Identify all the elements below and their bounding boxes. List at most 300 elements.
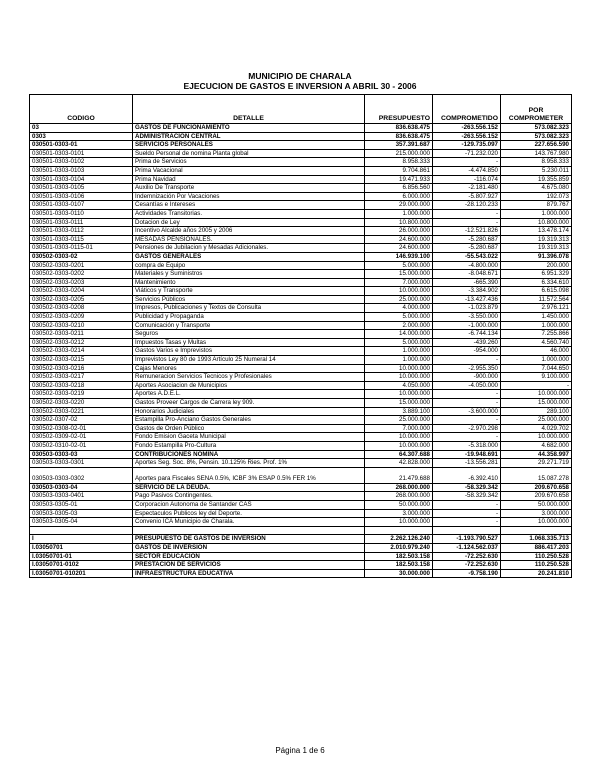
cell-detalle: Actividades Transitorias. bbox=[133, 209, 365, 218]
cell-por-comprometer: 5.230.011 bbox=[501, 166, 572, 175]
cell-comprometido: -55.543.022 bbox=[433, 252, 501, 261]
cell-codigo: 030502-0303-0211 bbox=[30, 330, 133, 339]
table-row bbox=[30, 218, 572, 227]
table-row bbox=[30, 364, 572, 373]
cell-detalle: INFRAESTRUCTURA EDUCATIVA bbox=[133, 569, 365, 578]
cell-detalle: SERVICIOS PERSONALES bbox=[133, 141, 365, 150]
cell-comprometido: -12.521.826 bbox=[433, 227, 501, 236]
cell-comprometido: -4.474.850 bbox=[433, 166, 501, 175]
cell-por-comprometer: 209.670.658 bbox=[501, 483, 572, 492]
cell-presupuesto: 9.704.861 bbox=[365, 166, 433, 175]
cell-comprometido: -13.556.281 bbox=[433, 459, 501, 468]
cell-detalle: Espectaculos Publicos ley del Deporte. bbox=[133, 509, 365, 518]
cell-detalle: Indemnización Por Vacaciones bbox=[133, 192, 365, 201]
cell-por-comprometer: 9.100.000 bbox=[501, 373, 572, 382]
table-row bbox=[30, 175, 572, 184]
table-row bbox=[30, 338, 572, 347]
cell-codigo: 030501-0303-0102 bbox=[30, 158, 133, 167]
cell-por-comprometer: - bbox=[501, 381, 572, 390]
cell-presupuesto: 10.000.000 bbox=[365, 364, 433, 373]
cell-por-comprometer: 1.450.000 bbox=[501, 313, 572, 322]
cell-comprometido: -8.048.671 bbox=[433, 270, 501, 279]
cell-comprometido: -129.735.097 bbox=[433, 141, 501, 150]
cell-detalle: Aportes Asociacion de Municipios bbox=[133, 381, 365, 390]
cell-detalle: Pensiones de Jubilacion y Mesadas Adicionales. bbox=[133, 244, 365, 253]
cell-presupuesto: 30.000.000 bbox=[365, 569, 433, 578]
cell-detalle: compra de Equipo bbox=[133, 261, 365, 270]
table-row bbox=[30, 416, 572, 425]
table-row bbox=[30, 278, 572, 287]
cell-detalle: Incentivo Alcalde años 2005 y 2006 bbox=[133, 227, 365, 236]
cell-codigo: 030502-0303-0218 bbox=[30, 381, 133, 390]
cell-presupuesto: 4.000.000 bbox=[365, 304, 433, 313]
cell-codigo: 030502-0303-0209 bbox=[30, 313, 133, 322]
cell-codigo: 030502-0303-0214 bbox=[30, 347, 133, 356]
cell-presupuesto: 6.000.000 bbox=[365, 192, 433, 201]
report-title: MUNICIPIO DE CHARALA bbox=[248, 71, 352, 81]
cell-comprometido: -2.955.350 bbox=[433, 364, 501, 373]
cell-por-comprometer: 1.068.335.713 bbox=[501, 535, 572, 544]
cell-detalle: Publicidad y Propaganda bbox=[133, 313, 365, 322]
cell-comprometido: -439.260 bbox=[433, 338, 501, 347]
table-row bbox=[30, 450, 572, 459]
table-row bbox=[30, 373, 572, 382]
cell-detalle: Servicios Públicos bbox=[133, 295, 365, 304]
cell-detalle: Aportes A.D.E.L. bbox=[133, 390, 365, 399]
cell-codigo: 030503-0303-0302 bbox=[30, 467, 133, 483]
cell-presupuesto: 1.000.000 bbox=[365, 356, 433, 365]
cell-por-comprometer: 886.417.203 bbox=[501, 543, 572, 552]
cell-detalle: Impresos, Publicaciones y Textos de Consulta bbox=[133, 304, 365, 313]
cell-detalle: Auxilio De Transporte bbox=[133, 184, 365, 193]
cell-detalle: Pago Pasivos Contingentes. bbox=[133, 492, 365, 501]
cell-detalle: Cajas Menores bbox=[133, 364, 365, 373]
cell-comprometido: -5.280.687 bbox=[433, 235, 501, 244]
cell-comprometido: -71.232.020 bbox=[433, 149, 501, 158]
cell-comprometido: -28.120.233 bbox=[433, 201, 501, 210]
cell-detalle: CONTRIBUCIONES NOMINA bbox=[133, 450, 365, 459]
cell-comprometido: -58.329.342 bbox=[433, 492, 501, 501]
cell-detalle: Gastos Proveer Cargos de Carrera ley 909. bbox=[133, 399, 365, 408]
cell-presupuesto: 7.000.000 bbox=[365, 424, 433, 433]
cell-comprometido: -1.000.000 bbox=[433, 321, 501, 330]
cell-detalle: Estampilla Pro-Anciano Gastos Generales bbox=[133, 416, 365, 425]
cell-codigo: 0303 bbox=[30, 132, 133, 141]
table-row bbox=[30, 381, 572, 390]
table-row bbox=[30, 561, 572, 570]
cell-codigo: 030502-0303-0221 bbox=[30, 407, 133, 416]
cell-presupuesto: 6.856.560 bbox=[365, 184, 433, 193]
table-row bbox=[30, 261, 572, 270]
cell-detalle: Mantenimiento bbox=[133, 278, 365, 287]
cell-por-comprometer: 15.000.000 bbox=[501, 399, 572, 408]
cell-detalle: SERVICIO DE LA DEUDA. bbox=[133, 483, 365, 492]
cell-por-comprometer: 110.250.528 bbox=[501, 552, 572, 561]
cell-comprometido: -19.948.691 bbox=[433, 450, 501, 459]
cell-por-comprometer: 91.396.078 bbox=[501, 252, 572, 261]
cell-por-comprometer: 10.000.000 bbox=[501, 518, 572, 527]
cell-presupuesto: 24.600.000 bbox=[365, 244, 433, 253]
cell-por-comprometer: 1.000.000 bbox=[501, 321, 572, 330]
cell-codigo: I.03050701-010201 bbox=[30, 569, 133, 578]
cell-presupuesto: 25.000.000 bbox=[365, 295, 433, 304]
header-por-comprometer: POR COMPROMETER bbox=[501, 95, 572, 124]
cell-codigo: I.03050701-0102 bbox=[30, 561, 133, 570]
cell-presupuesto: 2.000.000 bbox=[365, 321, 433, 330]
cell-codigo: 030503-0303-0301 bbox=[30, 459, 133, 468]
table-row bbox=[30, 467, 572, 483]
cell-por-comprometer: 4.682.000 bbox=[501, 441, 572, 450]
cell-comprometido: - bbox=[433, 518, 501, 527]
cell-presupuesto: 14.000.000 bbox=[365, 330, 433, 339]
cell-presupuesto: 2.262.126.240 bbox=[365, 535, 433, 544]
cell-por-comprometer: 4.560.740 bbox=[501, 338, 572, 347]
cell-detalle: Corporacion Autonoma de Santander CAS bbox=[133, 500, 365, 509]
cell-presupuesto: 146.939.100 bbox=[365, 252, 433, 261]
cell-presupuesto: 42.828.000 bbox=[365, 459, 433, 468]
cell-detalle: Impuestos Tasas y Multas bbox=[133, 338, 365, 347]
cell-comprometido: - bbox=[433, 416, 501, 425]
cell-codigo: 030503-0305-04 bbox=[30, 518, 133, 527]
table-row bbox=[30, 356, 572, 365]
report-subtitle: EJECUCION DE GASTOS E INVERSION A ABRIL 30 - 2006 bbox=[183, 81, 417, 91]
cell-por-comprometer: 573.082.323 bbox=[501, 124, 572, 133]
table-row bbox=[30, 270, 572, 279]
cell-codigo: 030501-0303-0101 bbox=[30, 149, 133, 158]
cell-comprometido: -5.318.000 bbox=[433, 441, 501, 450]
table-row bbox=[30, 192, 572, 201]
cell-comprometido: - bbox=[433, 158, 501, 167]
table-row bbox=[30, 526, 572, 535]
cell-codigo: 030501-0303-0105 bbox=[30, 184, 133, 193]
cell-presupuesto: 25.000.000 bbox=[365, 416, 433, 425]
table-row bbox=[30, 330, 572, 339]
cell-por-comprometer: 200.000 bbox=[501, 261, 572, 270]
cell-por-comprometer: 573.082.323 bbox=[501, 132, 572, 141]
table-row bbox=[30, 201, 572, 210]
cell-codigo: 030503-0303-0401 bbox=[30, 492, 133, 501]
cell-codigo: 030502-0303-0205 bbox=[30, 295, 133, 304]
cell-codigo: I bbox=[30, 535, 133, 544]
cell-comprometido: -72.252.630 bbox=[433, 561, 501, 570]
cell-detalle: Prima Vacacional bbox=[133, 166, 365, 175]
header-presupuesto: PRESUPUESTO bbox=[365, 95, 433, 124]
cell-codigo: 030502-0303-0204 bbox=[30, 287, 133, 296]
cell-codigo: 030502-0303-0208 bbox=[30, 304, 133, 313]
cell-presupuesto: 10.800.000 bbox=[365, 218, 433, 227]
cell-presupuesto: 24.600.000 bbox=[365, 235, 433, 244]
table-row bbox=[30, 459, 572, 468]
table-row bbox=[30, 244, 572, 253]
table-row bbox=[30, 441, 572, 450]
table-row bbox=[30, 390, 572, 399]
cell-codigo: 030502-0303-0219 bbox=[30, 390, 133, 399]
cell-presupuesto: 2.010.979.240 bbox=[365, 543, 433, 552]
table-row bbox=[30, 399, 572, 408]
cell-detalle: Honorarios Judiciales bbox=[133, 407, 365, 416]
cell-por-comprometer: 13.478.174 bbox=[501, 227, 572, 236]
cell-codigo: 030501-0303-0111 bbox=[30, 218, 133, 227]
cell-presupuesto: 836.638.475 bbox=[365, 124, 433, 133]
cell-codigo: 030501-0303-01 bbox=[30, 141, 133, 150]
cell-por-comprometer: 15.087.278 bbox=[501, 467, 572, 483]
cell-por-comprometer: 10.000.000 bbox=[501, 390, 572, 399]
cell-comprometido: -13.427.436 bbox=[433, 295, 501, 304]
cell-comprometido: - bbox=[433, 433, 501, 442]
cell-presupuesto: 26.000.000 bbox=[365, 227, 433, 236]
cell-presupuesto: 1.000.000 bbox=[365, 347, 433, 356]
cell-por-comprometer: 46.000 bbox=[501, 347, 572, 356]
cell-presupuesto: 10.000.000 bbox=[365, 373, 433, 382]
cell-detalle: Convenio ICA Municipio de Charala. bbox=[133, 518, 365, 527]
cell-presupuesto: 3.000.000 bbox=[365, 509, 433, 518]
cell-codigo bbox=[30, 526, 133, 535]
cell-detalle: ADMINISTRACION CENTRAL bbox=[133, 132, 365, 141]
table-row bbox=[30, 433, 572, 442]
cell-codigo: 030503-0305-01 bbox=[30, 500, 133, 509]
cell-comprometido: - bbox=[433, 356, 501, 365]
cell-por-comprometer bbox=[501, 526, 572, 535]
cell-detalle: Gastos de Orden Público bbox=[133, 424, 365, 433]
cell-presupuesto: 10.000.000 bbox=[365, 518, 433, 527]
cell-comprometido: -2.970.298 bbox=[433, 424, 501, 433]
cell-detalle: Viáticos y Transporte bbox=[133, 287, 365, 296]
cell-presupuesto: 1.000.000 bbox=[365, 209, 433, 218]
cell-comprometido: -9.758.190 bbox=[433, 569, 501, 578]
table-row bbox=[30, 543, 572, 552]
cell-codigo: I.03050701 bbox=[30, 543, 133, 552]
cell-presupuesto: 10.000.000 bbox=[365, 287, 433, 296]
cell-comprometido: -58.329.342 bbox=[433, 483, 501, 492]
cell-por-comprometer: 8.958.333 bbox=[501, 158, 572, 167]
cell-por-comprometer: 7.255.866 bbox=[501, 330, 572, 339]
header-detalle: DETALLE bbox=[133, 95, 365, 124]
table-row bbox=[30, 235, 572, 244]
cell-comprometido: -116.074 bbox=[433, 175, 501, 184]
table-row bbox=[30, 184, 572, 193]
table-row bbox=[30, 209, 572, 218]
cell-detalle: Aportes Seg. Soc. 8%, Pensin. 10.125% Ries. Prof. 1% bbox=[133, 459, 365, 468]
table-row bbox=[30, 141, 572, 150]
cell-por-comprometer: 289.100 bbox=[501, 407, 572, 416]
cell-detalle: PRESTACION DE SERVICIOS bbox=[133, 561, 365, 570]
cell-por-comprometer: 50.000.000 bbox=[501, 500, 572, 509]
cell-por-comprometer: 29.271.719 bbox=[501, 459, 572, 468]
cell-codigo: 030501-0303-0107 bbox=[30, 201, 133, 210]
table-row bbox=[30, 424, 572, 433]
table-row bbox=[30, 295, 572, 304]
cell-comprometido bbox=[433, 526, 501, 535]
cell-presupuesto: 5.000.000 bbox=[365, 338, 433, 347]
cell-por-comprometer: 19.355.859 bbox=[501, 175, 572, 184]
cell-por-comprometer: 6.951.329 bbox=[501, 270, 572, 279]
cell-codigo: I.03050701-01 bbox=[30, 552, 133, 561]
header-comprometido: COMPROMETIDO bbox=[433, 95, 501, 124]
budget-table bbox=[29, 94, 572, 578]
cell-presupuesto: 836.638.475 bbox=[365, 132, 433, 141]
cell-detalle: Gastos Varios e Imprevistos bbox=[133, 347, 365, 356]
cell-comprometido: - bbox=[433, 500, 501, 509]
cell-por-comprometer: 11.572.564 bbox=[501, 295, 572, 304]
cell-comprometido: - bbox=[433, 390, 501, 399]
cell-detalle: Aportes para Fiscales SENA 0.5%, ICBF 3% ESAP 0.5% FER 1% bbox=[133, 467, 365, 483]
cell-codigo: 030501-0303-0112 bbox=[30, 227, 133, 236]
cell-detalle: Cesantías e Intereses bbox=[133, 201, 365, 210]
cell-por-comprometer: 6.615.098 bbox=[501, 287, 572, 296]
table-row bbox=[30, 304, 572, 313]
cell-codigo: 030503-0303-03 bbox=[30, 450, 133, 459]
header-codigo: CODIGO bbox=[30, 95, 133, 124]
table-header-row bbox=[30, 95, 572, 124]
cell-comprometido: - bbox=[433, 218, 501, 227]
cell-detalle: GASTOS GENERALES bbox=[133, 252, 365, 261]
cell-comprometido: -263.556.152 bbox=[433, 124, 501, 133]
cell-codigo: 030501-0303-0115 bbox=[30, 235, 133, 244]
cell-codigo: 030501-0303-0106 bbox=[30, 192, 133, 201]
table-row bbox=[30, 483, 572, 492]
cell-detalle: Prima de Servicios bbox=[133, 158, 365, 167]
cell-detalle: Sueldo Personal de nomina Planta global bbox=[133, 149, 365, 158]
cell-detalle: Imprevistos Ley 80 de 1993 Artículo 25 Numeral 14 bbox=[133, 356, 365, 365]
cell-codigo: 030502-0303-0210 bbox=[30, 321, 133, 330]
cell-presupuesto: 5.000.000 bbox=[365, 261, 433, 270]
cell-presupuesto: 10.000.000 bbox=[365, 433, 433, 442]
cell-comprometido: -954.000 bbox=[433, 347, 501, 356]
cell-codigo: 030502-0303-0201 bbox=[30, 261, 133, 270]
cell-comprometido: - bbox=[433, 209, 501, 218]
cell-detalle: GASTOS DE FUNCIONAMIENTO bbox=[133, 124, 365, 133]
cell-por-comprometer: 3.000.000 bbox=[501, 509, 572, 518]
cell-detalle: Comunicación y Transporte bbox=[133, 321, 365, 330]
cell-detalle: SECTOR EDUCACION bbox=[133, 552, 365, 561]
table-row bbox=[30, 149, 572, 158]
cell-comprometido: -3.600.000 bbox=[433, 407, 501, 416]
cell-por-comprometer: 19.319.313 bbox=[501, 235, 572, 244]
cell-por-comprometer: 25.000.000 bbox=[501, 416, 572, 425]
cell-por-comprometer: 6.334.610 bbox=[501, 278, 572, 287]
cell-por-comprometer: 879.767 bbox=[501, 201, 572, 210]
cell-codigo: 030502-0310-02-01 bbox=[30, 441, 133, 450]
cell-presupuesto: 268.000.000 bbox=[365, 483, 433, 492]
cell-por-comprometer: 110.250.528 bbox=[501, 561, 572, 570]
cell-presupuesto: 182.503.158 bbox=[365, 552, 433, 561]
cell-presupuesto: 15.000.000 bbox=[365, 399, 433, 408]
table-row bbox=[30, 407, 572, 416]
cell-comprometido: - bbox=[433, 509, 501, 518]
table-row bbox=[30, 132, 572, 141]
cell-presupuesto bbox=[365, 526, 433, 535]
cell-comprometido: -3.550.000 bbox=[433, 313, 501, 322]
cell-comprometido: -5.807.927 bbox=[433, 192, 501, 201]
cell-presupuesto: 5.000.000 bbox=[365, 313, 433, 322]
table-row bbox=[30, 518, 572, 527]
cell-presupuesto: 357.391.687 bbox=[365, 141, 433, 150]
table-row bbox=[30, 500, 572, 509]
cell-codigo: 030502-0303-0212 bbox=[30, 338, 133, 347]
cell-detalle: Fondo Emision Gaceta Municipal bbox=[133, 433, 365, 442]
cell-presupuesto: 15.000.000 bbox=[365, 270, 433, 279]
cell-codigo: 030501-0303-0110 bbox=[30, 209, 133, 218]
cell-codigo: 030503-0303-04 bbox=[30, 483, 133, 492]
cell-por-comprometer: 209.670.658 bbox=[501, 492, 572, 501]
cell-presupuesto: 29.000.000 bbox=[365, 201, 433, 210]
table-row bbox=[30, 535, 572, 544]
cell-presupuesto: 182.503.158 bbox=[365, 561, 433, 570]
table-row bbox=[30, 124, 572, 133]
cell-por-comprometer: 1.000.000 bbox=[501, 209, 572, 218]
table-row bbox=[30, 569, 572, 578]
cell-por-comprometer: 10.800.000 bbox=[501, 218, 572, 227]
table-row bbox=[30, 313, 572, 322]
cell-comprometido: -665.390 bbox=[433, 278, 501, 287]
cell-presupuesto: 3.889.100 bbox=[365, 407, 433, 416]
cell-presupuesto: 64.307.688 bbox=[365, 450, 433, 459]
cell-codigo: 030502-0303-0216 bbox=[30, 364, 133, 373]
cell-presupuesto: 4.050.000 bbox=[365, 381, 433, 390]
cell-por-comprometer: 44.358.997 bbox=[501, 450, 572, 459]
cell-comprometido: -6.392.410 bbox=[433, 467, 501, 483]
cell-por-comprometer: 143.767.980 bbox=[501, 149, 572, 158]
cell-comprometido: -5.280.687 bbox=[433, 244, 501, 253]
cell-codigo: 030501-0303-0104 bbox=[30, 175, 133, 184]
cell-detalle: Prima Navidad bbox=[133, 175, 365, 184]
cell-por-comprometer: 10.000.000 bbox=[501, 433, 572, 442]
cell-presupuesto: 215.000.000 bbox=[365, 149, 433, 158]
cell-comprometido: -900.000 bbox=[433, 373, 501, 382]
cell-detalle: Dotacion de Ley bbox=[133, 218, 365, 227]
cell-presupuesto: 10.000.000 bbox=[365, 390, 433, 399]
cell-por-comprometer: 2.976.121 bbox=[501, 304, 572, 313]
cell-por-comprometer: 7.044.650 bbox=[501, 364, 572, 373]
cell-codigo: 030501-0303-0115-01 bbox=[30, 244, 133, 253]
cell-codigo: 030502-0308-02-01 bbox=[30, 424, 133, 433]
cell-codigo: 030502-0303-0215 bbox=[30, 356, 133, 365]
table-row bbox=[30, 227, 572, 236]
cell-codigo: 03 bbox=[30, 124, 133, 133]
cell-comprometido: -4.800.000 bbox=[433, 261, 501, 270]
cell-presupuesto: 8.958.333 bbox=[365, 158, 433, 167]
cell-codigo: 030503-0305-03 bbox=[30, 509, 133, 518]
cell-comprometido: -4.050.000 bbox=[433, 381, 501, 390]
cell-por-comprometer: 1.000.000 bbox=[501, 356, 572, 365]
cell-presupuesto: 10.000.000 bbox=[365, 441, 433, 450]
table-row bbox=[30, 492, 572, 501]
cell-detalle bbox=[133, 526, 365, 535]
cell-codigo: 030501-0303-0103 bbox=[30, 166, 133, 175]
page-number: Página 1 de 6 bbox=[275, 746, 325, 755]
cell-detalle: Seguros bbox=[133, 330, 365, 339]
table-row bbox=[30, 552, 572, 561]
cell-codigo: 030502-0303-0220 bbox=[30, 399, 133, 408]
cell-por-comprometer: 192.073 bbox=[501, 192, 572, 201]
cell-presupuesto: 21.479.688 bbox=[365, 467, 433, 483]
cell-codigo: 030502-0309-02-01 bbox=[30, 433, 133, 442]
cell-comprometido: - bbox=[433, 399, 501, 408]
cell-comprometido: -263.556.152 bbox=[433, 132, 501, 141]
cell-comprometido: -1.193.790.527 bbox=[433, 535, 501, 544]
cell-comprometido: -72.252.630 bbox=[433, 552, 501, 561]
cell-detalle: Materiales y Suministros bbox=[133, 270, 365, 279]
cell-detalle: GASTOS DE INVERSION bbox=[133, 543, 365, 552]
cell-presupuesto: 50.000.000 bbox=[365, 500, 433, 509]
cell-codigo: 030502-0307-02 bbox=[30, 416, 133, 425]
table-row bbox=[30, 158, 572, 167]
table-row bbox=[30, 252, 572, 261]
cell-por-comprometer: 19.319.313 bbox=[501, 244, 572, 253]
cell-por-comprometer: 4.675.080 bbox=[501, 184, 572, 193]
cell-codigo: 030502-0303-02 bbox=[30, 252, 133, 261]
cell-comprometido: -6.744.134 bbox=[433, 330, 501, 339]
